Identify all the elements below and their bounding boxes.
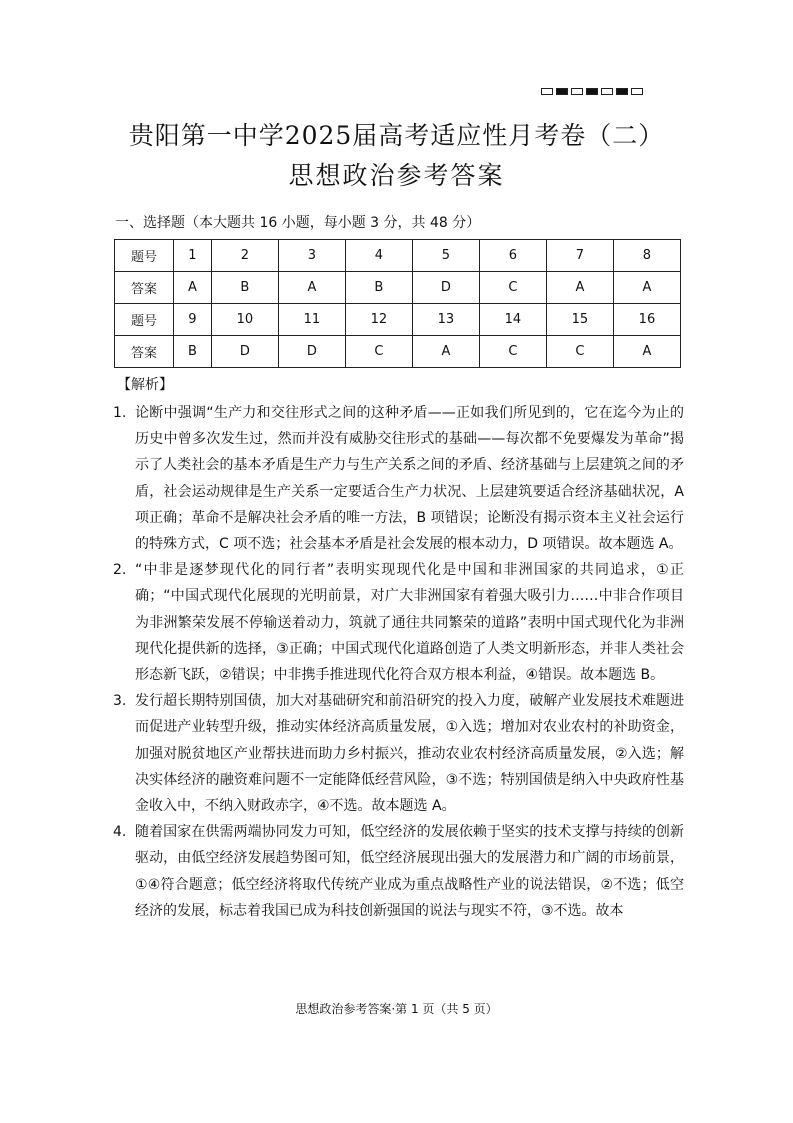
list-item <box>110 688 684 819</box>
table-cell: 16 <box>613 304 680 336</box>
table-cell: A <box>278 272 345 304</box>
table-cell: 15 <box>546 304 613 336</box>
list-item <box>110 557 684 688</box>
table-cell: 题号 <box>115 304 174 336</box>
table-cell: 14 <box>479 304 546 336</box>
table-cell: 2 <box>211 240 278 272</box>
table-cell: 1 <box>174 240 212 272</box>
table-cell: 10 <box>211 304 278 336</box>
page-subtitle: 思想政治参考答案 <box>288 161 505 190</box>
table-cell: 答案 <box>115 336 174 368</box>
table-cell: 8 <box>613 240 680 272</box>
table-cell: 6 <box>479 240 546 272</box>
table-cell: 题号 <box>115 240 174 272</box>
table-cell: A <box>412 336 479 368</box>
table-row <box>115 240 681 272</box>
table-row <box>115 336 681 368</box>
item-text: “中非是逐梦现代化的同行者”表明实现现代化是中国和非洲国家的共同追求，①正确；“中国式现代化展现的光明前景，对广大非洲国家有着强大吸引力……中非合作项目为非洲繁荣发展不停输送着动力，筑就了通往共同繁荣的道路”表明中国式现代化为非洲现代化提供新的选择，③正确；中国式现代化道路创造了人类文明新形态，并非人类社会形态新飞跃，②错误；中非携手推进现代化符合双方根本利益，④错误。故本题选 B。 <box>135 562 684 684</box>
table-cell: A <box>546 272 613 304</box>
table-cell: 5 <box>412 240 479 272</box>
section-heading: 一、选择题（本大题共 16 小题，每小题 3 分，共 48 分） <box>115 215 481 231</box>
table-cell: A <box>613 272 680 304</box>
table-cell: D <box>211 336 278 368</box>
table-cell: B <box>211 272 278 304</box>
analysis-list <box>110 400 684 924</box>
table-cell: 7 <box>546 240 613 272</box>
table-cell: B <box>174 336 212 368</box>
table-cell: D <box>278 336 345 368</box>
table-cell: 3 <box>278 240 345 272</box>
table-cell: C <box>345 336 412 368</box>
table-row <box>115 272 681 304</box>
table-row <box>115 304 681 336</box>
table-cell: 9 <box>174 304 212 336</box>
table-cell: C <box>479 272 546 304</box>
table-cell: C <box>479 336 546 368</box>
table-cell: 12 <box>345 304 412 336</box>
page-footer: 思想政治参考答案·第 1 页（共 5 页） <box>295 1002 498 1016</box>
table-cell: A <box>174 272 212 304</box>
header-decoration <box>541 88 643 95</box>
table-cell: D <box>412 272 479 304</box>
list-item <box>110 819 684 924</box>
item-text: 论断中强调“生产力和交往形式之间的这种矛盾——正如我们所见到的，它在迄今为止的历史中曾多次发生过，然而并没有威胁交往形式的基础——每次都不免要爆发为革命”揭示了人类社会的基本矛盾是生产力与生产关系之间的矛盾、经济基础与上层建筑之间的矛盾，社会运动规律是生产关系一定要适合生产力状况、上层建筑要适合经济基础状况，A 项正确；革命不是解决社会矛盾的唯一方法，B 项错误；论断没有揭示资本主义社会运行的特殊方式，C 项不选；社会基本矛盾是社会发展的根本动力，D 项错误。故本题选 A。 <box>135 405 684 553</box>
table-cell: 答案 <box>115 272 174 304</box>
table-cell: 4 <box>345 240 412 272</box>
table-cell: 11 <box>278 304 345 336</box>
answer-table <box>114 239 681 368</box>
table-cell: 13 <box>412 304 479 336</box>
list-item <box>110 400 684 557</box>
item-number: 4. <box>113 824 127 841</box>
item-text: 随着国家在供需两端协同发力可知，低空经济的发展依赖于坚实的技术支撑与持续的创新驱动，由低空经济发展趋势图可知，低空经济展现出强大的发展潜力和广阔的市场前景，①④符合题意；低空经济将取代传统产业成为重点战略性产业的说法错误，②不选；低空经济的发展，标志着我国已成为科技创新强国的说法与现实不符，③不选。故本 <box>135 824 684 919</box>
item-number: 3. <box>113 693 127 710</box>
item-number: 1. <box>113 405 127 421</box>
item-number: 2. <box>113 562 127 579</box>
page-title: 贵阳第一中学2025届高考适应性月考卷（二） <box>128 121 665 150</box>
table-cell: C <box>546 336 613 368</box>
table-cell: B <box>345 272 412 304</box>
item-text: 发行超长期特别国债，加大对基础研究和前沿研究的投入力度，破解产业发展技术难题进而促进产业转型升级，推动实体经济高质量发展，①入选；增加对农业农村的补助资金，加强对脱贫地区产业帮扶进而助力乡村振兴，推动农业农村经济高质量发展，②入选；解决实体经济的融资难问题不一定能降低经营风险，③不选；特别国债是纳入中央政府性基金收入中，不纳入财政赤字，④不选。故本题选 A。 <box>135 693 684 815</box>
table-cell: A <box>613 336 680 368</box>
analysis-label: 【解析】 <box>117 377 173 393</box>
